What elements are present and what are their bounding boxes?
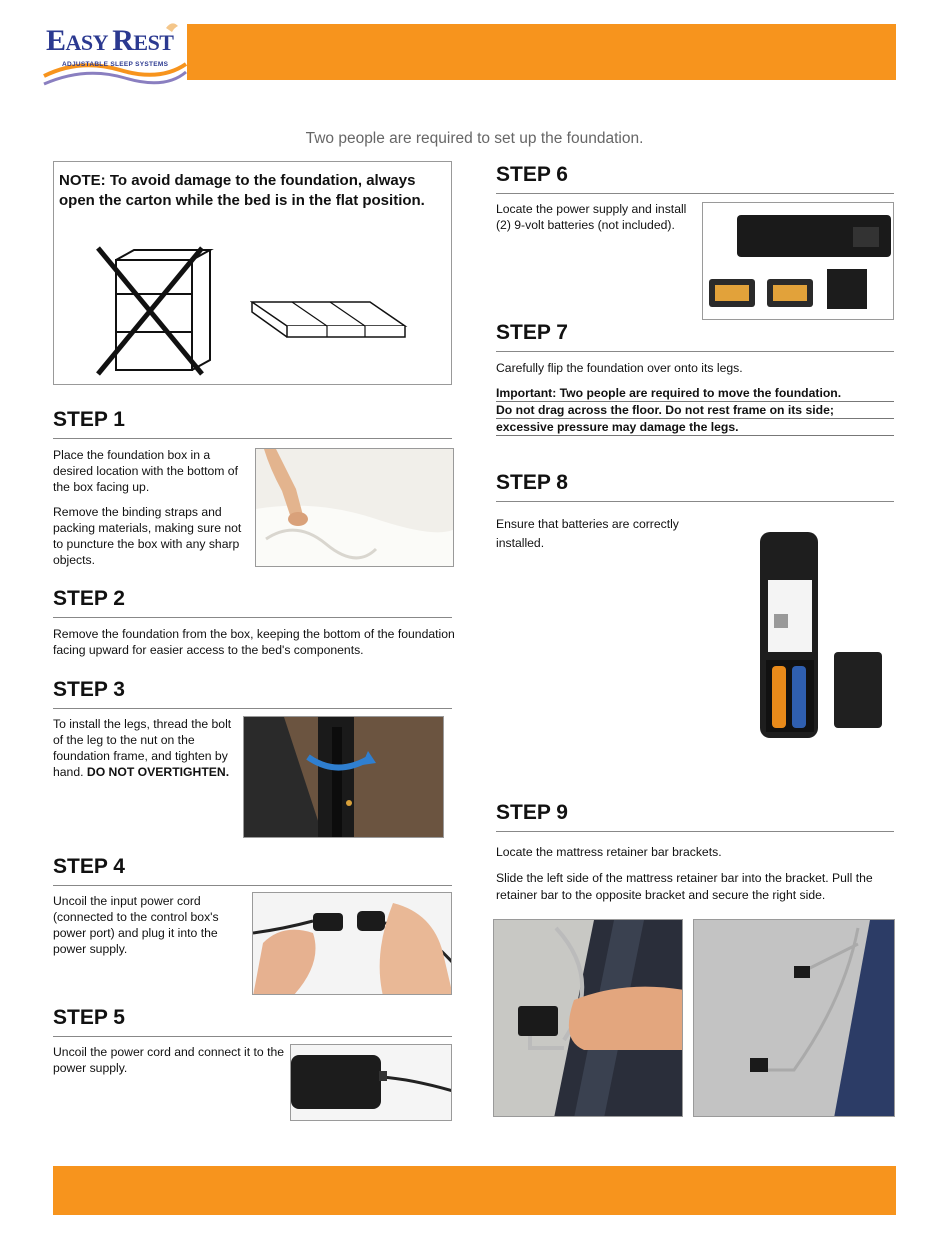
step-8-remote-photo <box>750 528 886 742</box>
step-7-text <box>496 360 894 376</box>
step-8-text <box>496 515 706 553</box>
step-2-heading: STEP 2 <box>53 587 452 618</box>
intro-text: Two people are required to set up the foundation. <box>305 130 644 147</box>
step-5-para-1: Uncoil the power cord and connect it to the power supply. <box>53 1045 285 1075</box>
logo-r: R <box>112 24 134 57</box>
step-2-text <box>53 626 458 658</box>
step-9-text <box>496 844 894 904</box>
header-bar <box>187 24 896 80</box>
note-box <box>53 161 452 385</box>
logo-asy: ASY <box>65 30 113 55</box>
step-9-photo-left <box>493 919 683 1117</box>
note-text: NOTE: To avoid damage to the foundation, always open the carton while the bed is in the flat position. <box>59 172 425 209</box>
step-4-photo <box>252 892 452 995</box>
step-6-para-1: Locate the power supply and install (2) 9-volt batteries (not included). <box>496 202 687 232</box>
step-1-heading: STEP 1 <box>53 408 452 439</box>
step-3-photo <box>243 716 444 838</box>
step-7-heading: STEP 7 <box>496 321 894 352</box>
step-1-para-2: Remove the binding straps and packing materials, making sure not to puncture the box with any sharp objects. <box>53 505 242 567</box>
step-7-important-3: excessive pressure may damage the legs. <box>496 419 894 436</box>
logo-tagline: ADJUSTABLE SLEEP SYSTEMS <box>62 61 169 68</box>
logo-est: EST <box>133 30 174 55</box>
step-5-heading: STEP 5 <box>53 1006 452 1037</box>
step-1-photo <box>255 448 454 567</box>
footer-bar <box>53 1166 896 1215</box>
step-1-text <box>53 447 249 568</box>
step-1-para-1: Place the foundation box in a desired location with the bottom of the box facing up. <box>53 448 238 494</box>
step-6-text <box>496 201 698 233</box>
step-3-para-1: To install the legs, thread the bolt of the leg to the nut on the foundation frame, and tighten by hand. <box>53 717 232 779</box>
step-7-important-2: Do not drag across the floor. Do not rest frame on its side; <box>496 402 894 419</box>
flat-box-icon <box>250 300 410 340</box>
easy-rest-logo <box>40 14 190 94</box>
logo-e: E <box>46 24 66 57</box>
step-5-photo <box>290 1044 452 1121</box>
step-6-heading: STEP 6 <box>496 163 894 194</box>
step-9-photo-right <box>693 919 895 1117</box>
step-8-para-1: Ensure that batteries are correctly installed. <box>496 517 679 550</box>
step-7-important-1: Important: Two people are required to move the foundation. <box>496 385 894 402</box>
step-4-text <box>53 893 245 957</box>
step-4-para-1: Uncoil the input power cord (connected to the control box's power port) and plug it into the power supply. <box>53 894 219 956</box>
step-7-para-1: Carefully flip the foundation over onto its legs. <box>496 361 743 375</box>
step-3-heading: STEP 3 <box>53 678 452 709</box>
step-6-photo <box>702 202 894 320</box>
upright-box-crossed-icon <box>94 246 254 378</box>
step-3-warning: DO NOT OVERTIGHTEN. <box>86 765 230 779</box>
step-4-heading: STEP 4 <box>53 855 452 886</box>
step-9-para-1: Locate the mattress retainer bar brackets. <box>496 845 722 859</box>
step-9-heading: STEP 9 <box>496 801 894 832</box>
step-3-text <box>53 716 235 780</box>
step-5-text <box>53 1044 289 1076</box>
step-2-para-1: Remove the foundation from the box, keeping the bottom of the foundation facing upward for easier access to the bed's components. <box>53 627 455 657</box>
step-9-para-2: Slide the left side of the mattress retainer bar into the bracket. Pull the retainer bar to the opposite bracket and secure the right side. <box>496 871 873 902</box>
step-8-heading: STEP 8 <box>496 471 894 502</box>
step-7-important <box>496 385 894 436</box>
